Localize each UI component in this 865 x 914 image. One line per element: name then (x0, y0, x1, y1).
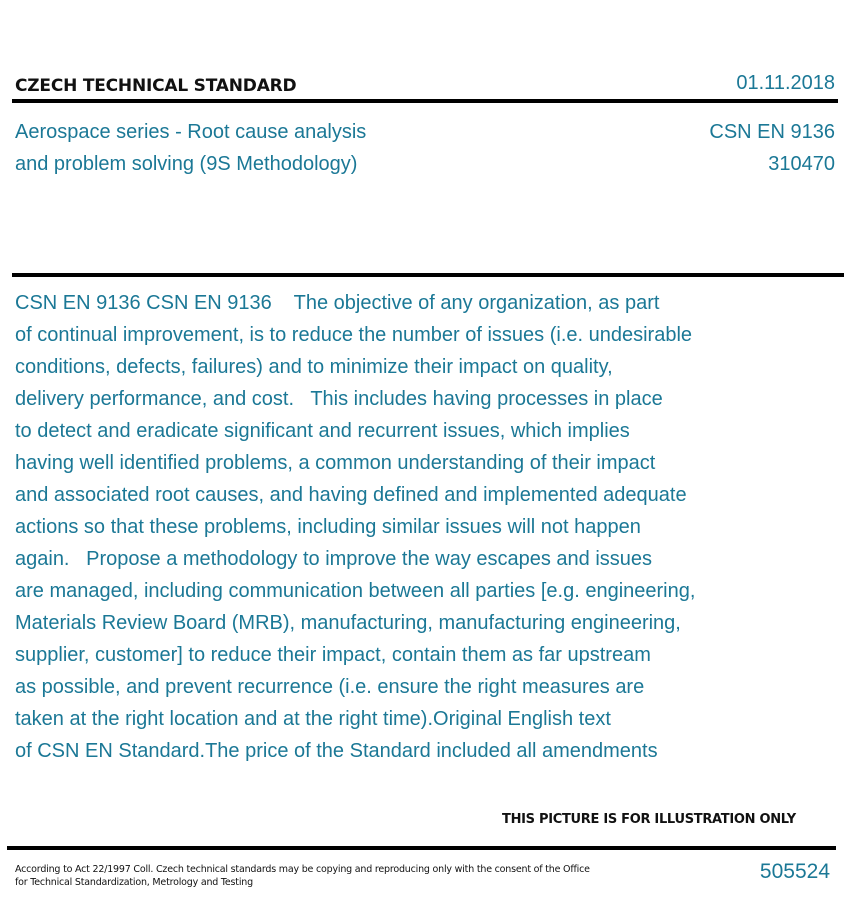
abstract-line: supplier, customer] to reduce their impact, contain them as far upstream (15, 644, 651, 666)
illustration-disclaimer: THIS PICTURE IS FOR ILLUSTRATION ONLY (502, 812, 796, 827)
abstract-line: of CSN EN Standard.The price of the Standard included all amendments (15, 740, 658, 762)
standard-category-heading: CZECH TECHNICAL STANDARD (15, 76, 297, 96)
publication-date: 01.11.2018 (736, 72, 835, 94)
classification-code: 310470 (768, 153, 835, 175)
abstract-line: to detect and eradicate significant and recurrent issues, which implies (15, 420, 630, 442)
abstract-line: Materials Review Board (MRB), manufacturing, manufacturing engineering, (15, 612, 681, 634)
footer-divider (7, 846, 836, 850)
abstract-line: of continual improvement, is to reduce the number of issues (i.e. undesirable (15, 324, 693, 346)
standard-code: CSN EN 9136 (709, 121, 835, 143)
abstract-line: taken at the right location and at the right time).Original English text (15, 708, 611, 730)
legal-notice (15, 863, 615, 889)
document-title (15, 116, 366, 180)
document-title-line: and problem solving (9S Methodology) (15, 153, 358, 175)
abstract-text (15, 287, 835, 767)
document-title-line: Aerospace series - Root cause analysis (15, 121, 367, 143)
abstract-line: conditions, defects, failures) and to minimize their impact on quality, (15, 356, 613, 378)
abstract-line: again. Propose a methodology to improve the way escapes and issues (15, 548, 653, 570)
abstract-line: CSN EN 9136 CSN EN 9136 The objective of any organization, as part (15, 292, 660, 314)
abstract-line: and associated root causes, and having defined and implemented adequate (15, 484, 687, 506)
header-divider (12, 99, 838, 103)
title-divider (12, 273, 844, 277)
abstract-line: are managed, including communication between all parties [e.g. engineering, (15, 580, 696, 602)
abstract-line: having well identified problems, a common understanding of their impact (15, 452, 656, 474)
document-codes (709, 116, 835, 180)
product-code: 505524 (759, 860, 830, 883)
abstract-line: delivery performance, and cost. This includes having processes in place (15, 388, 663, 410)
legal-notice-line: for Technical Standardization, Metrology and Testing (15, 877, 253, 888)
abstract-line: as possible, and prevent recurrence (i.e. ensure the right measures are (15, 676, 645, 698)
legal-notice-line: According to Act 22/1997 Coll. Czech technical standards may be copying and reproducing only with the consent of the Office (15, 864, 590, 875)
abstract-line: actions so that these problems, including similar issues will not happen (15, 516, 641, 538)
